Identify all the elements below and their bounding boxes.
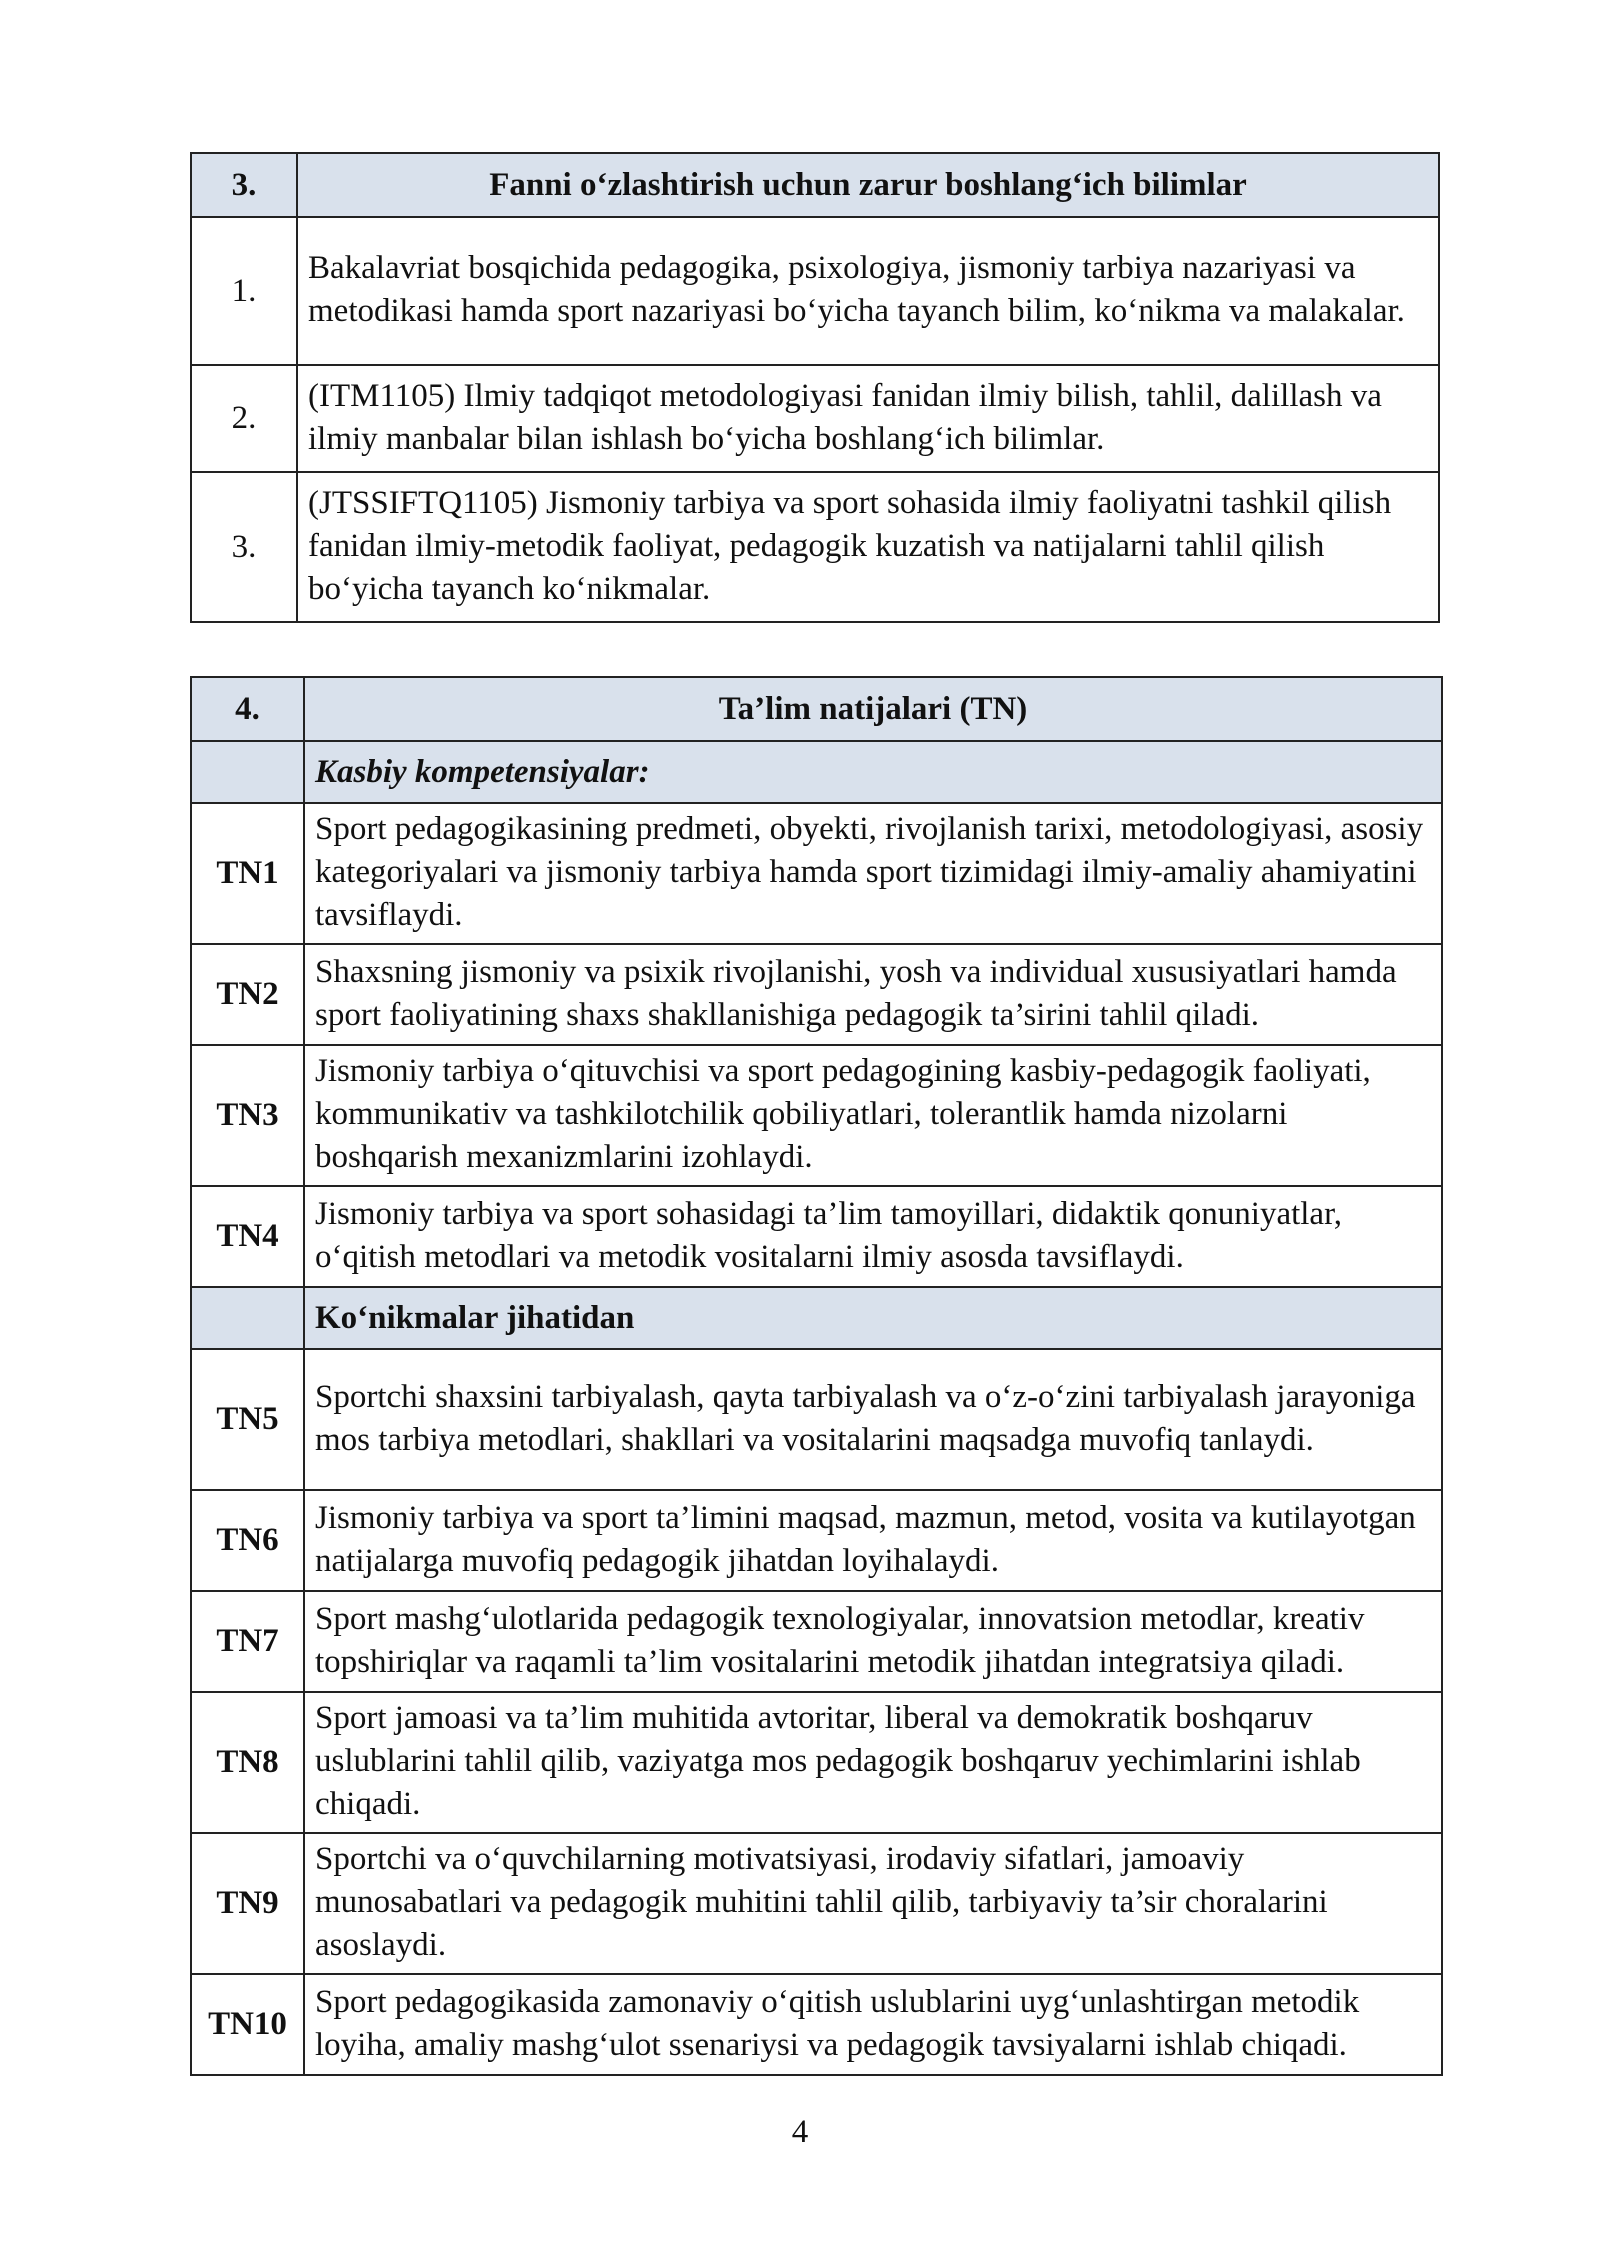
learning-outcomes-table (190, 676, 1443, 2076)
outcome-code: TN6 (191, 1490, 304, 1591)
row-number: 1. (191, 217, 297, 365)
row-number: 2. (191, 365, 297, 472)
table-row (191, 472, 1439, 622)
group-title: Ko‘nikmalar jihatidan (304, 1287, 1442, 1349)
section-title: Fanni o‘zlashtirish uchun zarur boshlang‘ich bilimlar (297, 153, 1439, 217)
outcome-code: TN3 (191, 1045, 304, 1186)
page-number: 4 (791, 2114, 809, 2150)
prerequisites-header-row (191, 153, 1439, 217)
outcome-code: TN1 (191, 803, 304, 944)
outcome-text: Jismoniy tarbiya va sport sohasidagi ta’lim tamoyillari, didaktik qonuniyatlar, o‘qitish metodlari va metodik vositalarni ilmiy asosda tavsiflaydi. (304, 1186, 1442, 1287)
table-row (191, 1349, 1442, 1490)
row-text: (ITM1105) Ilmiy tadqiqot metodologiyasi fanidan ilmiy bilish, tahlil, dalillash va ilmiy manbalar bilan ishlash bo‘yicha boshlang‘ich bilimlar. (297, 365, 1439, 472)
group-empty-cell (191, 741, 304, 803)
row-text: (JTSSIFTQ1105) Jismoniy tarbiya va sport sohasida ilmiy faoliyatni tashkil qilish fanidan ilmiy-metodik faoliyat, pedagogik kuzatish va natijalarni tahlil qilish bo‘yicha tayanch ko‘nikmalar. (297, 472, 1439, 622)
table-row (191, 1833, 1442, 1974)
outcome-code: TN4 (191, 1186, 304, 1287)
outcome-text: Jismoniy tarbiya o‘qituvchisi va sport pedagogining kasbiy-pedagogik faoliyati, kommunikativ va tashkilotchilik qobiliyatlari, tolerantlik hamda nizolarni boshqarish mexanizmlarini izohlaydi. (304, 1045, 1442, 1186)
group-empty-cell (191, 1287, 304, 1349)
outcome-code: TN8 (191, 1692, 304, 1833)
table-row (191, 1186, 1442, 1287)
outcome-code: TN2 (191, 944, 304, 1045)
outcome-text: Sport pedagogikasining predmeti, obyekti, rivojlanish tarixi, metodologiyasi, asosiy kategoriyalari va jismoniy tarbiya hamda sport tizimidagi ilmiy-amaliy ahamiyatini tavsiflaydi. (304, 803, 1442, 944)
outcome-text: Jismoniy tarbiya va sport ta’limini maqsad, mazmun, metod, vosita va kutilayotgan natijalarga muvofiq pedagogik jihatdan loyihalaydi. (304, 1490, 1442, 1591)
table-row (191, 365, 1439, 472)
table-row (191, 1591, 1442, 1692)
table-row (191, 944, 1442, 1045)
outcome-code: TN7 (191, 1591, 304, 1692)
outcome-text: Sport mashg‘ulotlarida pedagogik texnologiyalar, innovatsion metodlar, kreativ topshiriqlar va raqamli ta’lim vositalarini metodik jihatdan integratsiya qiladi. (304, 1591, 1442, 1692)
group-row (191, 1287, 1442, 1349)
group-row (191, 741, 1442, 803)
table-row (191, 1974, 1442, 2075)
table-row (191, 1490, 1442, 1591)
table-row (191, 217, 1439, 365)
outcome-text: Sport jamoasi va ta’lim muhitida avtoritar, liberal va demokratik boshqaruv uslublarini tahlil qilib, vaziyatga mos pedagogik boshqaruv yechimlarini ishlab chiqadi. (304, 1692, 1442, 1833)
outcomes-header-row (191, 677, 1442, 741)
table-row (191, 1692, 1442, 1833)
section-number: 4. (191, 677, 304, 741)
outcome-text: Shaxsning jismoniy va psixik rivojlanishi, yosh va individual xususiyatlari hamda sport faoliyatining shaxs shakllanishiga pedagogik ta’sirini tahlil qiladi. (304, 944, 1442, 1045)
outcome-code: TN5 (191, 1349, 304, 1490)
outcome-text: Sportchi shaxsini tarbiyalash, qayta tarbiyalash va o‘z-o‘zini tarbiyalash jarayoniga mos tarbiya metodlari, shakllari va vositalarini maqsadga muvofiq tanlaydi. (304, 1349, 1442, 1490)
section-title: Ta’lim natijalari (TN) (304, 677, 1442, 741)
group-title: Kasbiy kompetensiyalar: (304, 741, 1442, 803)
table-row (191, 1045, 1442, 1186)
prerequisites-table (190, 152, 1440, 623)
section-number: 3. (191, 153, 297, 217)
row-number: 3. (191, 472, 297, 622)
row-text: Bakalavriat bosqichida pedagogika, psixologiya, jismoniy tarbiya nazariyasi va metodikasi hamda sport nazariyasi bo‘yicha tayanch bilim, ko‘nikma va malakalar. (297, 217, 1439, 365)
outcome-code: TN9 (191, 1833, 304, 1974)
outcome-text: Sportchi va o‘quvchilarning motivatsiyasi, irodaviy sifatlari, jamoaviy munosabatlari va pedagogik muhitini tahlil qilib, tarbiyaviy ta’sir choralarini asoslaydi. (304, 1833, 1442, 1974)
outcome-text: Sport pedagogikasida zamonaviy o‘qitish uslublarini uyg‘unlashtirgan metodik loyiha, amaliy mashg‘ulot ssenariysi va pedagogik tavsiyalarni ishlab chiqadi. (304, 1974, 1442, 2075)
table-row (191, 803, 1442, 944)
outcome-code: TN10 (191, 1974, 304, 2075)
